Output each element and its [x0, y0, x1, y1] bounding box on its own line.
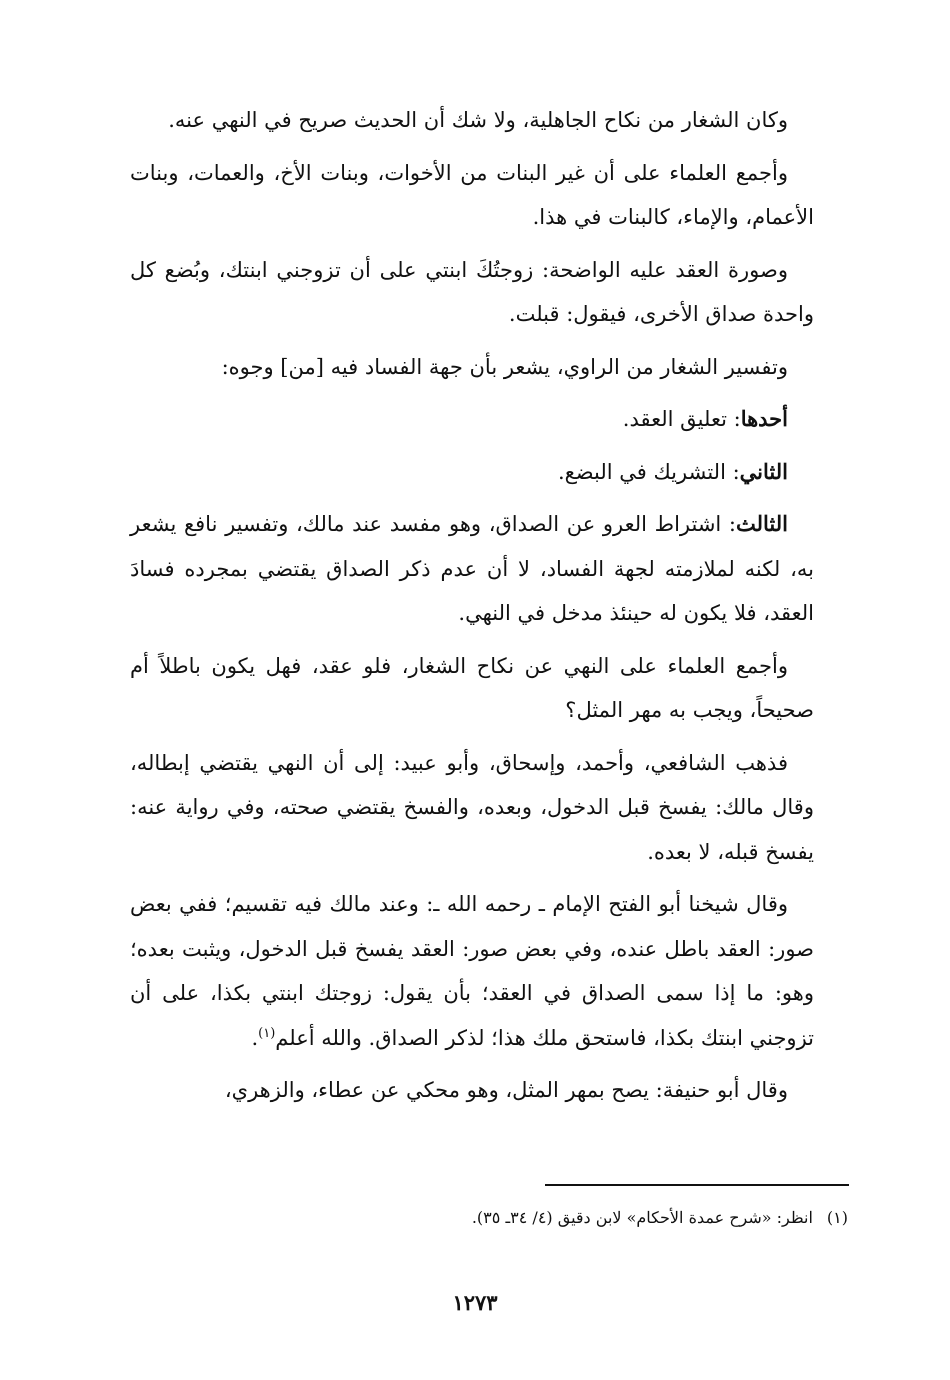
- footnote: [300, 1204, 848, 1232]
- paragraph-3: [130, 248, 814, 337]
- paragraph-4: [130, 345, 814, 390]
- paragraph-2: [130, 151, 814, 240]
- paragraph-11-text: وقال أبو حنيفة: يصح بمهر المثل، وهو محكي عن عطاء، والزهري،: [224, 1078, 788, 1102]
- paragraph-7-text: : اشتراط العرو عن الصداق، وهو مفسد عند مالك، وتفسير نافع يشعر به، لكنه لملازمته لجهة الفساد، لا أن عدم ذكر الصداق يقتضي بمجرده فسادَ العقد، فلا يكون له حينئذ مدخل في النهي.: [130, 512, 814, 625]
- page-number: ١٢٧٣: [452, 1290, 498, 1315]
- footnote-divider: [545, 1184, 849, 1186]
- paragraph-6: [130, 450, 814, 495]
- paragraph-9: [130, 741, 814, 875]
- paragraph-1: [130, 98, 814, 143]
- paragraph-2-text: وأجمع العلماء على أن غير البنات من الأخوات، وبنات الأخ، والعمات، وبنات الأعمام، والإماء، كالبنات في هذا.: [130, 160, 814, 229]
- paragraph-6-lead: الثاني: [739, 458, 788, 484]
- paragraph-1-text: وكان الشغار من نكاح الجاهلية، ولا شك أن الحديث صريح في النهي عنه.: [168, 108, 788, 132]
- paragraph-7-lead: الثالث: [736, 511, 788, 536]
- paragraph-4-text: وتفسير الشغار من الراوي، يشعر بأن جهة الفساد فيه [من] وجوه:: [221, 354, 788, 379]
- paragraph-9-text: فذهب الشافعي، وأحمد، وإسحاق، وأبو عبيد: إلى أن النهي يقتضي إبطاله، وقال مالك: يفسخ قبل الدخول، وبعده، والفسخ يقتضي صحته، وفي رواية عنه: يفسخ قبله، لا بعده.: [130, 750, 814, 864]
- paragraph-11: [130, 1068, 814, 1113]
- paragraph-8-text: وأجمع العلماء على النهي عن نكاح الشغار، فلو عقد، فهل يكون باطلاً أم صحيحاً، ويجب به مهر المثل؟: [130, 653, 814, 722]
- paragraph-3-text: وصورة العقد عليه الواضحة: زوجتُكَ ابنتي على أن تزوجني ابنتك، وبُضع كل واحدة صداق الأخرى، فيقول: قبلت.: [130, 257, 814, 326]
- paragraph-10-tail: .: [251, 1025, 259, 1050]
- paragraph-10-text: وقال شيخنا أبو الفتح الإمام ـ رحمه الله ـ: وعند مالك فيه تقسيم؛ ففي بعض صور: العقد باطل عنده، وفي بعض صور: العقد يفسخ قبل الدخول، ويثبت بعده؛ وهو: ما إذا سمى الصداق في العقد؛ بأن يقول: زوجتك ابنتي بكذا، على أن تزوجني ابنتك بكذا، فاستحق ملك هذا؛ لذكر الصداق. والله أعلم: [130, 892, 814, 1050]
- footnote-text: انظر: «شرح عمدة الأحكام» لابن دقيق (٤/ ٣٤ـ ٣٥).: [471, 1208, 813, 1227]
- paragraph-7: [130, 502, 814, 636]
- footnote-number: (١): [826, 1208, 848, 1227]
- paragraph-5-text: : تعليق العقد.: [622, 407, 741, 431]
- main-text: [130, 98, 814, 1121]
- paragraph-5-lead: أحدها: [740, 406, 788, 431]
- paragraph-10: [130, 882, 814, 1060]
- footnote-reference[interactable]: (١): [258, 1025, 276, 1041]
- paragraph-6-text: : التشريك في البضع.: [557, 459, 740, 484]
- paragraph-8: [130, 644, 814, 733]
- paragraph-5: [130, 397, 814, 442]
